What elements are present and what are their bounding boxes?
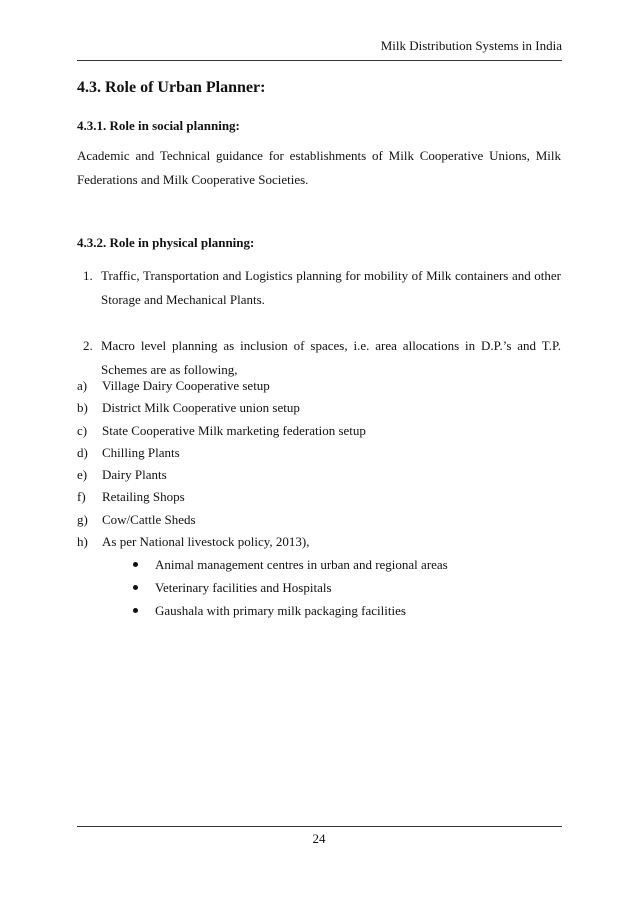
list-item (77, 442, 561, 464)
physical-planning-heading: 4.3.2. Role in physical planning: (77, 235, 255, 250)
item-letter: a) (77, 378, 88, 393)
bullet-text: Gaushala with primary milk packaging facilities (155, 603, 406, 618)
list-item (77, 375, 561, 397)
list-item (77, 486, 561, 508)
social-planning-heading: 4.3.1. Role in social planning: (77, 118, 240, 133)
lettered-list (77, 375, 561, 553)
bullet-text: Veterinary facilities and Hospitals (155, 580, 332, 595)
item-text: State Cooperative Milk marketing federation setup (102, 422, 366, 438)
bullet-item (77, 576, 561, 599)
list-item (77, 464, 561, 486)
bullet-text: Animal management centres in urban and regional areas (155, 557, 448, 572)
item-number: 1. (83, 268, 93, 283)
list-item (77, 509, 561, 531)
header-rule (77, 60, 562, 61)
bullet-icon (133, 562, 138, 567)
list-item (77, 397, 561, 419)
item-letter: g) (77, 511, 88, 527)
item-text: Cow/Cattle Sheds (102, 511, 196, 527)
item-text: Dairy Plants (102, 467, 167, 483)
list-item (77, 420, 561, 442)
item-letter: h) (77, 534, 88, 550)
footer-rule (77, 826, 562, 827)
list-item (77, 531, 561, 553)
item-number: 2. (83, 338, 93, 353)
item-text: Chilling Plants (102, 444, 180, 460)
item-text: Macro level planning as inclusion of spaces, i.e. area allocations in D.P.’s and T.P. Schemes are as following, (101, 338, 561, 377)
social-planning-paragraph: Academic and Technical guidance for establishments of Milk Cooperative Unions, Milk Federations and Milk Cooperative Societies. (77, 148, 561, 187)
section-title: 4.3. Role of Urban Planner: (77, 79, 266, 96)
bullet-icon (133, 608, 138, 613)
item-letter: d) (77, 444, 88, 460)
running-header: Milk Distribution Systems in India (380, 38, 562, 53)
page-number: 24 (312, 831, 326, 846)
bullet-item (77, 599, 561, 622)
item-letter: f) (77, 489, 86, 505)
bullet-item (77, 553, 561, 576)
item-text: Village Dairy Cooperative setup (102, 378, 270, 393)
bullet-list (77, 553, 561, 622)
numbered-item (83, 264, 561, 312)
bullet-icon (133, 585, 138, 590)
item-text: As per National livestock policy, 2013), (102, 534, 310, 550)
item-text: Traffic, Transportation and Logistics planning for mobility of Milk containers and other Storage and Mechanical Plants. (101, 268, 561, 307)
item-text: District Milk Cooperative union setup (102, 400, 300, 416)
item-letter: c) (77, 422, 88, 438)
item-text: Retailing Shops (102, 489, 185, 505)
item-letter: e) (77, 467, 88, 483)
item-letter: b) (77, 400, 88, 416)
